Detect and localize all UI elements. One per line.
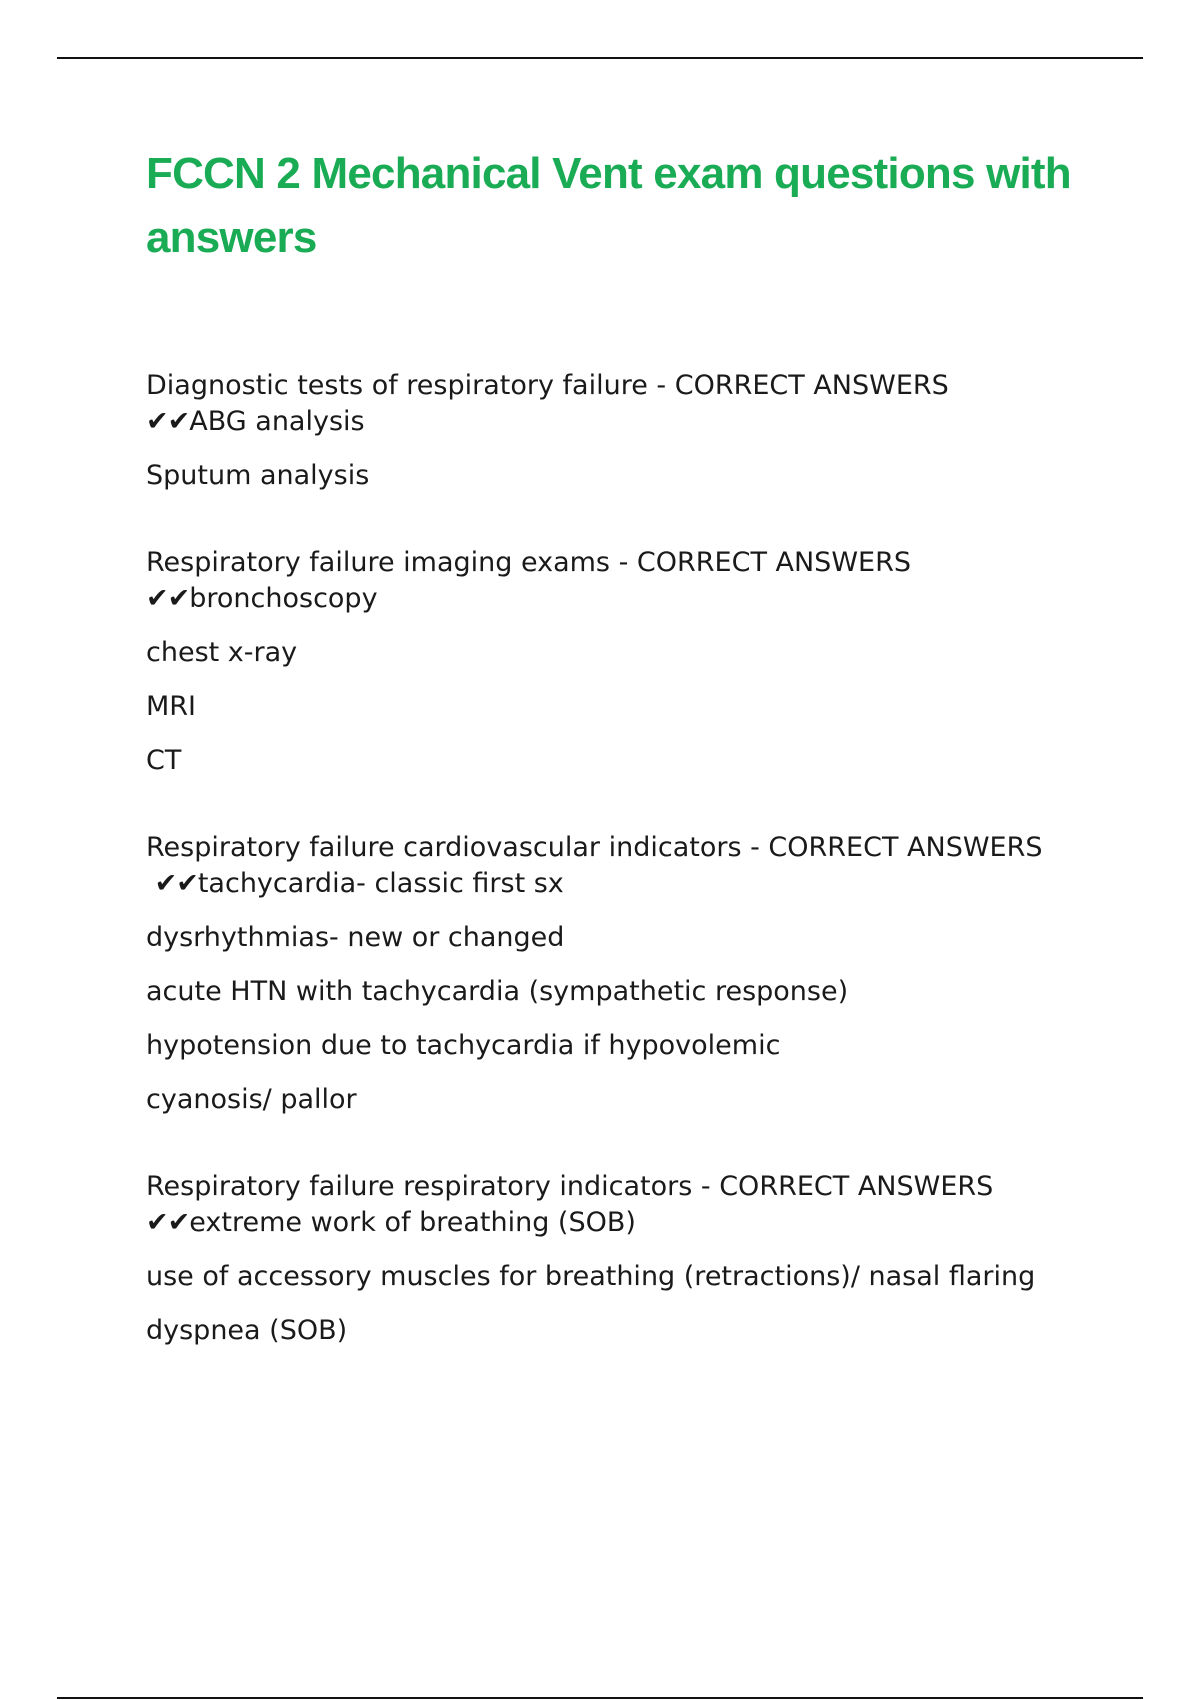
answer-item: MRI bbox=[146, 691, 197, 722]
answer-item: chest x-ray bbox=[146, 637, 298, 668]
answer-item: tachycardia- classic first sx bbox=[197, 868, 564, 899]
check-mark-icon: ✔✔ bbox=[146, 406, 190, 437]
answer-item: hypotension due to tachycardia if hypovolemic bbox=[146, 1030, 781, 1061]
answer-item: Sputum analysis bbox=[146, 460, 370, 491]
check-mark-icon: ✔✔ bbox=[146, 1207, 190, 1238]
question-text: Respiratory failure cardiovascular indicators - CORRECT ANSWERS ✔✔tachycardia- classic first sx bbox=[146, 832, 1043, 899]
document-title: FCCN 2 Mechanical Vent exam questions with answers bbox=[146, 149, 1071, 262]
question-text: Respiratory failure imaging exams - CORRECT ANSWERS ✔✔bronchoscopy bbox=[146, 547, 911, 614]
answer-item: dysrhythmias- new or changed bbox=[146, 922, 565, 953]
check-mark-icon: ✔✔ bbox=[154, 868, 198, 899]
answer-item: acute HTN with tachycardia (sympathetic response) bbox=[146, 976, 849, 1007]
question-text: Diagnostic tests of respiratory failure - CORRECT ANSWERS ✔✔ABG analysis bbox=[146, 370, 949, 437]
answer-item: dyspnea (SOB) bbox=[146, 1315, 348, 1346]
top-divider bbox=[57, 57, 1143, 59]
answer-item: use of accessory muscles for breathing (retractions)/ nasal flaring bbox=[146, 1261, 1036, 1292]
answer-item: cyanosis/ pallor bbox=[146, 1084, 357, 1115]
qa-section bbox=[146, 545, 1146, 779]
answer-item: CT bbox=[146, 745, 182, 776]
question-text: Respiratory failure respiratory indicators - CORRECT ANSWERS ✔✔extreme work of breathing (SOB) bbox=[146, 1171, 994, 1238]
answer-item: bronchoscopy bbox=[189, 583, 378, 614]
answer-item: ABG analysis bbox=[189, 406, 365, 437]
qa-section bbox=[146, 1169, 1146, 1349]
qa-content bbox=[146, 368, 1146, 1400]
bottom-divider bbox=[57, 1697, 1143, 1699]
qa-section bbox=[146, 830, 1146, 1118]
answer-item: extreme work of breathing (SOB) bbox=[189, 1207, 636, 1238]
qa-section bbox=[146, 368, 1146, 494]
check-mark-icon: ✔✔ bbox=[146, 583, 190, 614]
